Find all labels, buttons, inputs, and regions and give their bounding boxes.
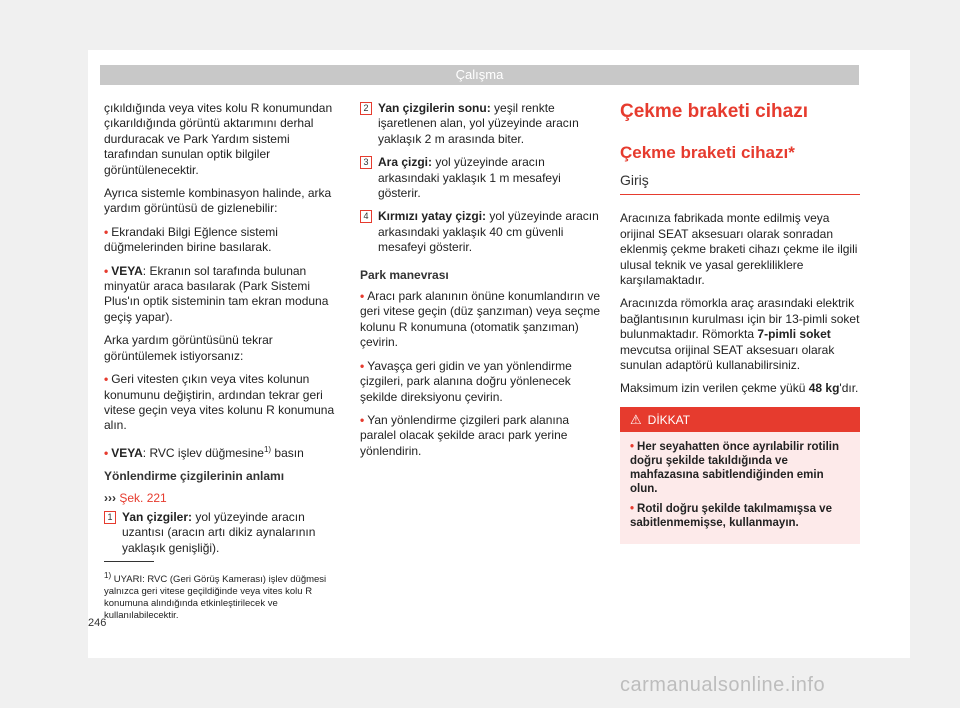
section-title: Çekme braketi cihazı* [620,143,795,162]
bullet-icon: • [104,445,109,460]
bullet-icon: • [104,372,109,387]
bullet-icon: • [630,440,635,453]
column-left [104,101,340,564]
subsection-title: Giriş [620,173,860,195]
footnote-divider [104,561,154,562]
bullet-item: • Yavaşça geri gidin ve yan yönlendirme çizgileri, park alanına doğru yönlenecek şekilde direksiyonu çevirin. [360,358,572,404]
section-header: Çalışma [100,65,859,85]
bullet-item: • Yan yönlendirme çizgileri park alanına paralel olacak şekilde aracı park yerine yönlendirin. [360,412,570,458]
figure-reference[interactable]: ››› Şek. 221 [104,490,167,505]
bullet-item: • Aracı park alanının önüne konumlandırın ve geri vitese geçin (düz şanzıman) veya seçme kolunu R konumuna (otomatik şanzıman) çevirin. [360,289,601,350]
number-badge: 2 [360,102,372,115]
bullet-item: • Ekrandaki Bilgi Eğlence sistemi düğmelerinden birine basılarak. [104,224,278,255]
bullet-icon: • [104,263,109,278]
paragraph: Aracınızda römorkla araç arasındaki elektrik bağlantısının kurulması için bir 13-pimli soket bulunmaktadır. Römorkta 7-pimli soket mevcutsa orijinal SEAT aksesuarı olarak sunulan adaptörü kullanabilirsiniz. [620,296,860,373]
subheading: Park manevrası [360,267,449,282]
paragraph: çıkıldığında veya vites kolu R konumundan çıkarıldığında görüntü aktarımını derhal durduracak ve Park Yardım sistemi tarafından sunulan optik bilgiler görüntülenecektir. [104,101,333,177]
page-number: 246 [88,617,107,629]
numbered-item: 2 Yan çizgilerin sonu: yeşil renkte işaretlenen alan, yol yüzeyinde aracın yaklaşık 2 m arasında biter. [360,101,604,147]
bullet-item: • VEYA: RVC işlev düğmesine$^{1)}$ basın [104,444,304,460]
bullet-icon: • [360,358,365,373]
numbered-item: 3 Ara çizgi: yol yüzeyinde aracın arkasındaki yaklaşık 1 m mesafeyi gösterir. [360,155,604,201]
paragraph: Ayrıca sistemle kombinasyon halinde, arka yardım görüntüsü de gizlenebilir: [104,186,332,216]
paragraph: Aracınıza fabrikada monte edilmiş veya orijinal SEAT aksesuarı olarak sonradan eklenmiş çekme braketi cihazı çekme ile ilgili ulusal teknik ve yasal gerekliliklere karşılamaktadır. [620,211,858,288]
bullet-item: • VEYA: Ekranın sol tarafında bulunan minyatür araca basılarak (Park Sistemi Plus'ın optik sisteminin tam ekran moduna geçiş yapar). [104,263,329,324]
bullet-icon: • [360,289,365,304]
warning-box [620,407,860,544]
warning-item: • Rotil doğru şekilde takılmamışsa ve sabitlenmemişse, kullanmayın. [630,502,832,529]
numbered-item: 1 Yan çizgiler: yol yüzeyinde aracın uzantısı (aracın artı dikiz aynalarının yaklaşık genişliği). [104,510,340,556]
arrow-icon: ››› [104,490,116,505]
bullet-icon: • [360,412,365,427]
chapter-title: Çekme braketi cihazı [620,101,808,122]
warning-header: ⚠ DİKKAT [620,407,860,432]
warning-body [620,432,860,544]
column-right [620,101,860,544]
bullet-icon: • [104,224,109,239]
bullet-icon: • [630,502,635,515]
column-middle [360,101,604,467]
watermark: carmanualsonline.info [620,674,826,696]
paragraph: Maksimum izin verilen çekme yükü 48 kg'dır. [620,381,859,396]
number-badge: 1 [104,511,116,524]
warning-item: • Her seyahatten önce ayrılabilir rotilin doğru şekilde takıldığında ve mahfazasına sabitlendiğinden emin olun. [630,440,839,495]
footnote: $^{1)}$ UYARI: RVC (Geri Görüş Kamerası) işlev düğmesi yalnızca geri vitese geçildiğinde veya vites kolu R konumuna alındığında etkinleştirilecek ve kullanılabilecektir. [104,571,327,622]
warning-triangle-icon: ⚠ [630,411,642,427]
numbered-item: 4 Kırmızı yatay çizgi: yol yüzeyinde aracın arkasındaki yaklaşık 40 cm güvenli mesafeyi gösterir. [360,209,604,255]
paragraph: Arka yardım görüntüsünü tekrar görüntülemek istiyorsanız: [104,333,273,363]
number-badge: 3 [360,156,372,169]
bullet-item: • Geri vitesten çıkın veya vites kolunun konumunu değiştirin, ardından tekrar geri vitese geçin veya vites kolunu R konumuna alın. [104,372,335,433]
number-badge: 4 [360,210,372,223]
subheading: Yönlendirme çizgilerinin anlamı [104,469,285,484]
